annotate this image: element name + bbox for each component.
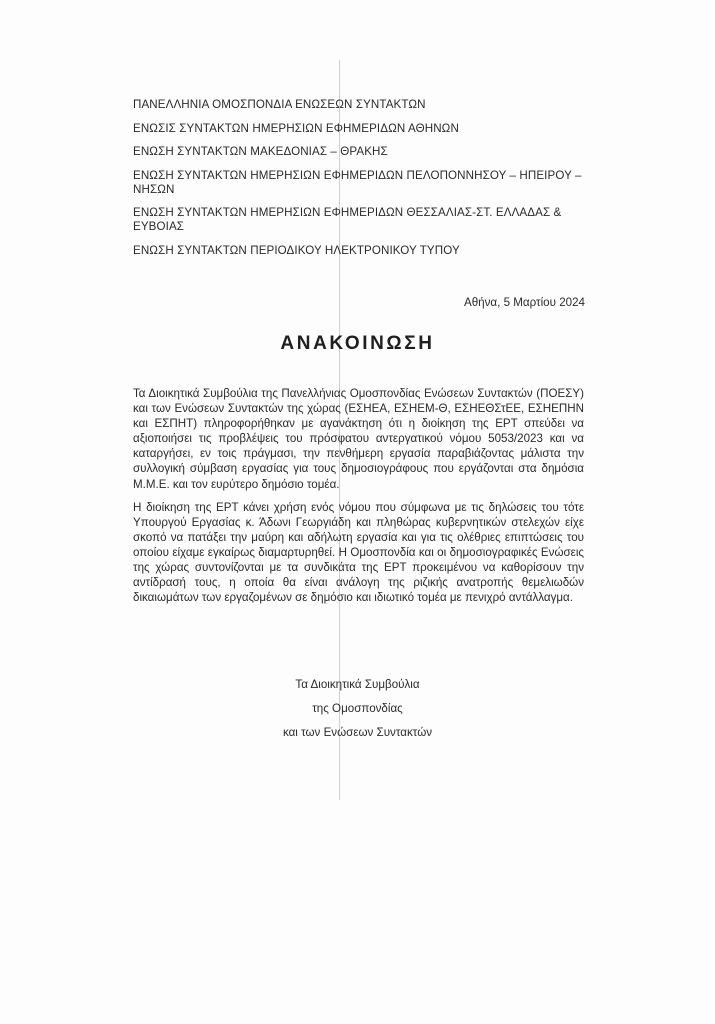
union-list	[133, 98, 593, 268]
announcement-body	[133, 386, 584, 613]
body-paragraph: Η διοίκηση της ΕΡΤ κάνει χρήση ενός νόμου που σύμφωνα με τις δηλώσεις του τότε Υπουργού Εργασίας κ. Άδωνι Γεωργιάδη και πληθώρας κυβερνητικών στελεχών είχε σκοπό να πατάξει την μαύρη και αδήλωτη εργασία και για τις ολέθριες επιπτώσεις του οποίου είχαμε εγκαίρως διαμαρτυρηθεί. Η Ομοσπονδία και οι δημοσιογραφικές Ενώσεις της χώρας συντονίζονται με τα συνδικάτα της ΕΡΤ προκειμένου να καθορίσουν την αντίδρασή τους, η οποία θα είναι ανάλογη της ριζικής ανατροπής θεμελιωδών δικαιωμάτων των εργαζομένων σε δημόσιο και ιδιωτικό τομέα με πενιχρό αντάλλαγμα.	[133, 500, 584, 605]
union-name: ΕΝΩΣΗ ΣΥΝΤΑΚΤΩΝ ΜΑΚΕΔΟΝΙΑΣ – ΘΡΑΚΗΣ	[133, 145, 388, 159]
union-name: ΠΑΝΕΛΛΗΝΙΑ ΟΜΟΣΠΟΝΔΙΑ ΕΝΩΣΕΩΝ ΣΥΝΤΑΚΤΩΝ	[133, 98, 426, 111]
document-title: ΑΝΑΚΟΙΝΩΣΗ	[280, 333, 435, 354]
union-name: ΕΝΩΣΗ ΣΥΝΤΑΚΤΩΝ ΗΜΕΡΗΣΙΩΝ ΕΦΗΜΕΡΙΔΩΝ ΠΕΛΟΠΟΝΝΗΣΟΥ – ΗΠΕΙΡΟΥ – ΝΗΣΩΝ	[133, 168, 582, 196]
signature-line: και των Ενώσεων Συντακτών	[282, 726, 433, 739]
union-name: ΕΝΩΣΙΣ ΣΥΝΤΑΚΤΩΝ ΗΜΕΡΗΣΙΩΝ ΕΦΗΜΕΡΙΔΩΝ ΑΘΗΝΩΝ	[133, 121, 459, 135]
signature-line: Τα Διοικητικά Συμβούλια	[295, 678, 420, 691]
body-paragraph: Τα Διοικητικά Συμβούλια της Πανελλήνιας Ομοσπονδίας Ενώσεων Συντακτών (ΠΟΕΣΥ) και των Ενώσεων Συντακτών της χώρας (ΕΣΗΕΑ, ΕΣΗΕΜ-Θ, ΕΣΗΕΘΣτΕΕ, ΕΣΗΕΠΗΝ και ΕΣΠΗΤ) πληροφορήθηκαν με αγανάκτηση ότι η διοίκηση της ΕΡΤ σπεύδει να αξιοποιήσει τις προβλέψεις του πρόσφατου αντεργατικού νόμου 5053/2023 και να καταργήσει, εν τοις πράγμασι, την πενθήμερη εργασία παραβιάζοντας μάλιστα την συλλογική σύμβαση εργασίας για τους δημοσιογράφους που εργάζονται στα δημόσια Μ.Μ.Ε. και τον ευρύτερο δημόσιο τομέα.	[133, 387, 584, 491]
document-date: Αθήνα, 5 Μαρτίου 2024	[464, 296, 585, 309]
signature-line: της Ομοσπονδίας	[312, 702, 403, 715]
union-name: ΕΝΩΣΗ ΣΥΝΤΑΚΤΩΝ ΗΜΕΡΗΣΙΩΝ ΕΦΗΜΕΡΙΔΩΝ ΘΕΣΣΑΛΙΑΣ-ΣΤ. ΕΛΛΑΔΑΣ & ΕΥΒΟΙΑΣ	[133, 206, 562, 234]
union-name: ΕΝΩΣΗ ΣΥΝΤΑΚΤΩΝ ΠΕΡΙΟΔΙΚΟΥ ΗΛΕΚΤΡΟΝΙΚΟΥ ΤΥΠΟΥ	[133, 243, 460, 257]
signature-block	[0, 678, 715, 750]
